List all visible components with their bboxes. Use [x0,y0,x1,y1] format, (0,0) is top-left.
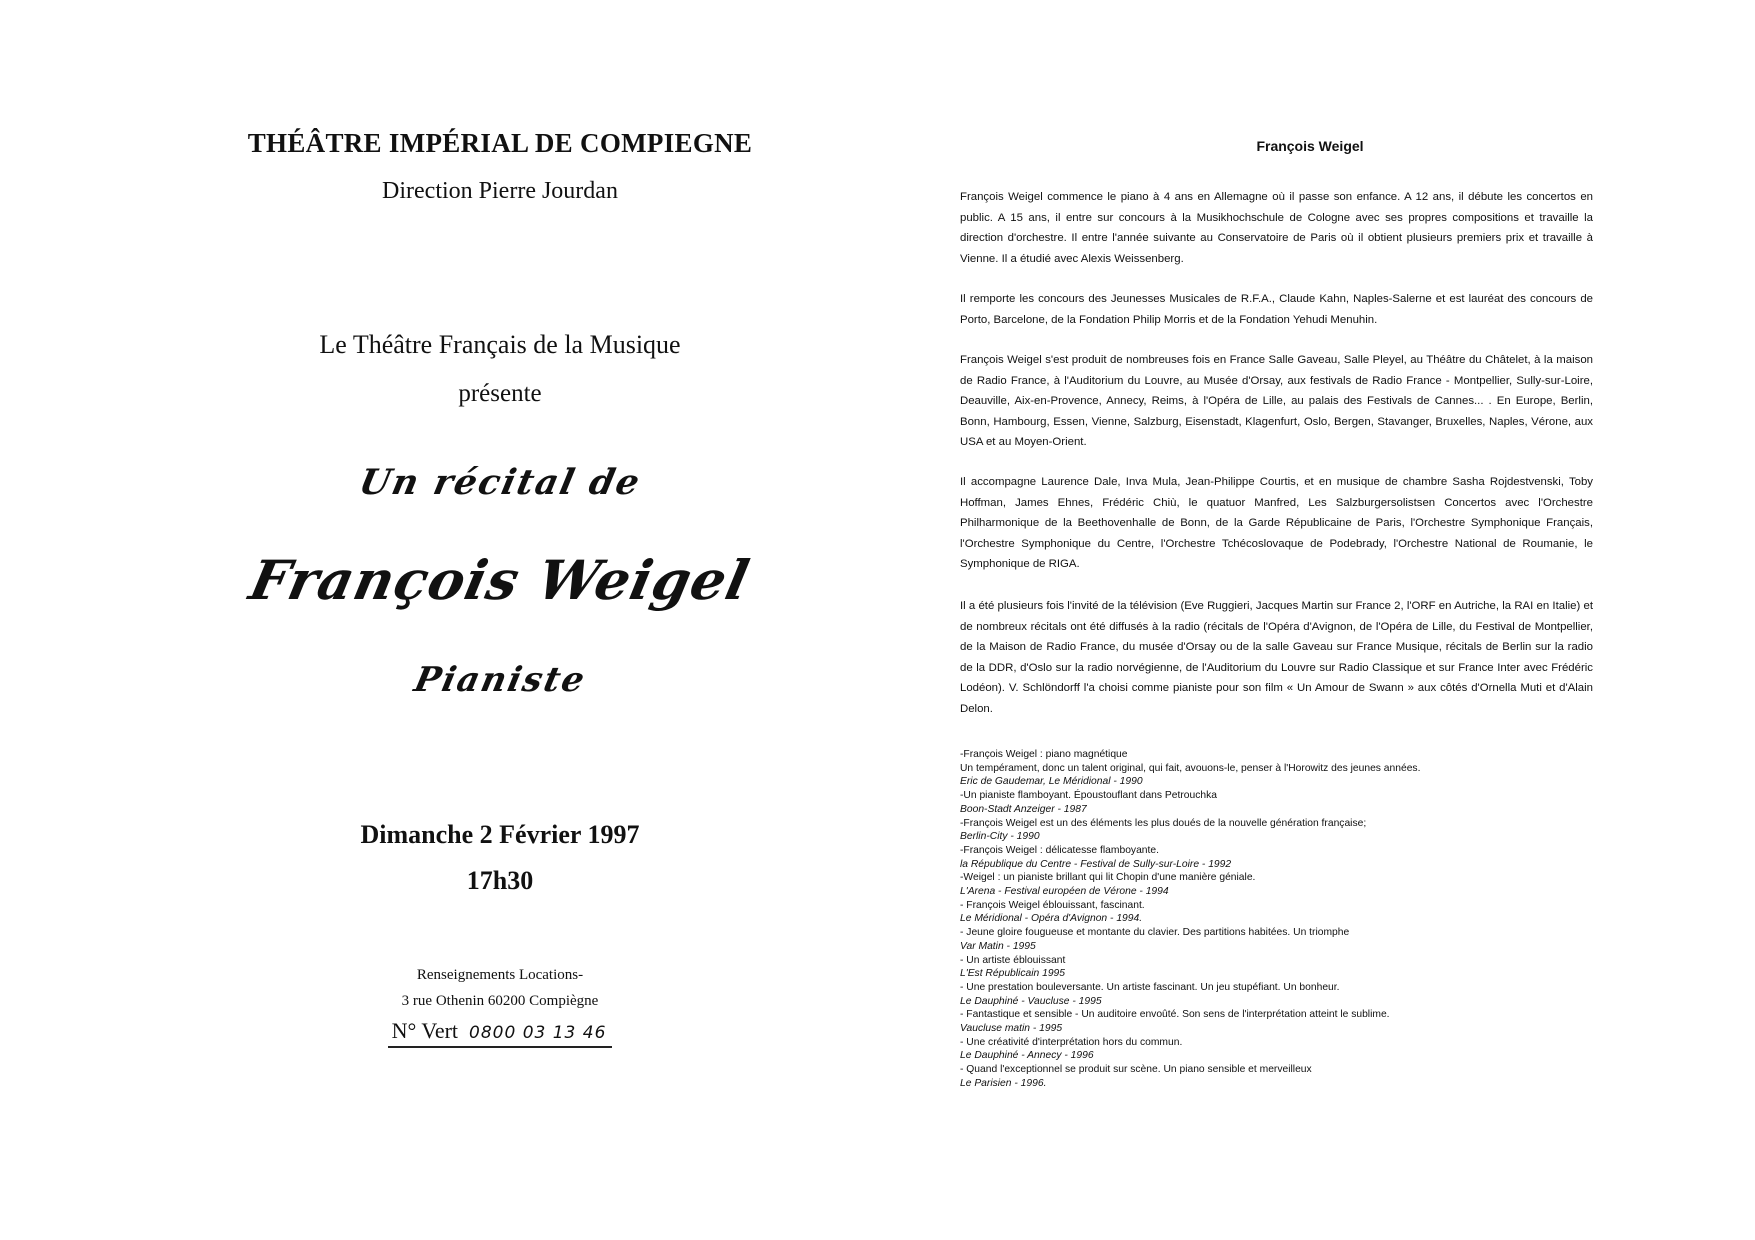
phone-line [0,1018,1000,1048]
presente-line: présente [458,380,542,407]
press-source: L'Arena - Festival européen de Vérone - 1994 [960,886,1169,898]
press-quote: - Une prestation bouleversante. Un artiste fascinant. Un jeu stupéfiant. Un bonheur. [960,981,1340,993]
press-source: Le Méridional - Opéra d'Avignon - 1994. [960,913,1143,925]
bio-text-1: François Weigel commence le piano à 4 ans en Allemagne où il passe son enfance. A 12 ans, il débute les concertos en public. A 15 ans, il entre sur concours à la Musikhochschule de Cologne avec ses propres compositions et travaille la direction d'orchestre. Il entre l'année suivante au Conservatoire de Paris où il obtient plusieurs premiers prix et travaille à Vienne. Il a étudié avec Alexis Weissenberg. [960,191,1593,265]
info-line-1: Renseignements Locations- [416,967,584,983]
direction-line: Direction Pierre Jourdan [382,178,618,204]
press-source: L'Est Républicain 1995 [960,968,1066,980]
concert-time: 17h30 [466,866,534,895]
bio-paragraph [960,187,1593,269]
artist-name-text: François Weigel [244,548,756,612]
press-quote: - Quand l'exceptionnel se produit sur scène. Un piano sensible et merveilleux [960,1064,1312,1076]
press-quote: -François Weigel : délicatesse flamboyante. [960,844,1159,856]
press-quote: -Weigel : un pianiste brillant qui lit Chopin d'une manière géniale. [960,872,1256,884]
presenter-line: Le Théâtre Français de la Musique [319,330,681,359]
press-source: Vaucluse matin - 1995 [960,1023,1063,1035]
press-quote: Un tempérament, donc un talent original, qui fait, avouons-le, penser à l'Horowitz des jeunes années. [960,762,1421,774]
press-source: Le Dauphiné - Vaucluse - 1995 [960,995,1102,1007]
press-quote: - Jeune gloire fougueuse et montante du clavier. Des partitions habitées. Un triomphe [960,927,1350,939]
press-quote: - Un artiste éblouissant [960,954,1066,966]
press-source: Eric de Gaudemar, Le Méridional - 1990 [960,776,1143,788]
artist-name [0,548,1000,612]
press-source: Le Parisien - 1996. [960,1077,1047,1089]
concert-date: Dimanche 2 Février 1997 [360,820,640,849]
bio-paragraph [960,350,1593,453]
press-quote: - François Weigel éblouissant, fascinant. [960,899,1145,911]
theatre-title: THÉÂTRE IMPÉRIAL DE COMPIEGNE [247,128,753,158]
bio-paragraph [960,289,1593,330]
press-source: Var Matin - 1995 [960,940,1036,952]
right-page [960,0,1755,1240]
bio-paragraph [960,596,1593,719]
press-quote: - Fantastique et sensible - Un auditoire envoûté. Son sens de l'interprétation atteint le sublime. [960,1009,1390,1021]
press-quotes [960,748,1660,1091]
bio-heading: François Weigel [1256,138,1364,154]
press-source: la République du Centre - Festival de Sully-sur-Loire - 1992 [960,858,1232,870]
phone-box [388,1018,613,1048]
press-quote: -Un pianiste flamboyant. Époustouflant dans Petrouchka [960,790,1218,802]
recital-intro-text: Un récital de [355,462,645,503]
press-source: Le Dauphiné - Annecy - 1996 [960,1050,1094,1062]
bio-text-2: Il remporte les concours des Jeunesses Musicales de R.F.A., Claude Kahn, Naples-Salerne et est lauréat des concours de Porto, Barcelone, de la Fondation Philip Morris et de la Fondation Yehudi Menuhin. [960,293,1593,326]
press-source: Berlin-City - 1990 [960,831,1040,843]
bio-text-5: Il a été plusieurs fois l'invité de la télévision (Eve Ruggieri, Jacques Martin sur France 2, l'ORF en Autriche, la RAI en Italie) et de nombreux récitals ont été diffusés à la radio (récitals de l'Opéra d'Avignon, de l'Opéra de Lille, du Festival de Montpellier, de la Maison de Radio France, du musée d'Orsay ou de la salle Gaveau sur France Musique, récitals de Berlin sur la radio de la DDR, d'Oslo sur la radio norvégienne, de l'Auditorium du Louvre sur Radio Classique et sur France Inter avec Frédéric Lodéon). V. Schlöndorff l'a choisi comme pianiste pour son film « Un Amour de Swann » aux côtés d'Ornella Muti et d'Alain Delon. [960,600,1593,715]
bio-paragraph [960,472,1593,575]
recital-intro [0,462,1000,503]
artist-role-text: Pianiste [410,660,590,700]
info-line-2: 3 rue Othenin 60200 Compiègne [401,993,599,1009]
press-source: Boon-Stadt Anzeiger - 1987 [960,803,1087,815]
press-quote: -François Weigel : piano magnétique [960,749,1128,760]
press-quote: -François Weigel est un des éléments les plus doués de la nouvelle génération française; [960,817,1367,829]
phone-label: N° Vert [391,1018,459,1043]
phone-number: 0800 03 13 46 [469,1023,607,1043]
artist-role [0,660,1000,700]
bio-text-3: François Weigel s'est produit de nombreuses fois en France Salle Gaveau, Salle Pleyel, au Théâtre du Châtelet, à la maison de Radio France, à l'Auditorium du Louvre, au Musée d'Orsay, aux festivals de Radio France - Montpellier, Sully-sur-Loire, Deauville, Aix-en-Provence, Annecy, Reims, à l'Opéra de Lille, au palais des Festivals de Cannes... . En Europe, Berlin, Bonn, Hambourg, Essen, Vienne, Salzburg, Eisenstadt, Klagenfurt, Oslo, Bergen, Stavanger, Bruxelles, Naples, Vérone, aux USA et au Moyen-Orient. [960,354,1593,448]
bio-text-4: Il accompagne Laurence Dale, Inva Mula, Jean-Philippe Courtis, et en musique de chambre Sasha Rojdestvenski, Toby Hoffman, James Ehnes, Frédéric Chiù, le quatuor Manfred, Les Salzburgersolistsen Concertos avec l'Orchestre Philharmonique de la Beethovenhalle de Bonn, de la Garde Républicaine de Paris, l'Orchestre Symphonique Français, l'Orchestre Symphonique du Centre, l'Orchestre Tchécoslovaque de Podebrady, l'Orchestre National de Roumanie, le Symphonique de RIGA. [960,476,1593,570]
press-quote: - Une créativité d'interprétation hors du commun. [960,1036,1183,1048]
